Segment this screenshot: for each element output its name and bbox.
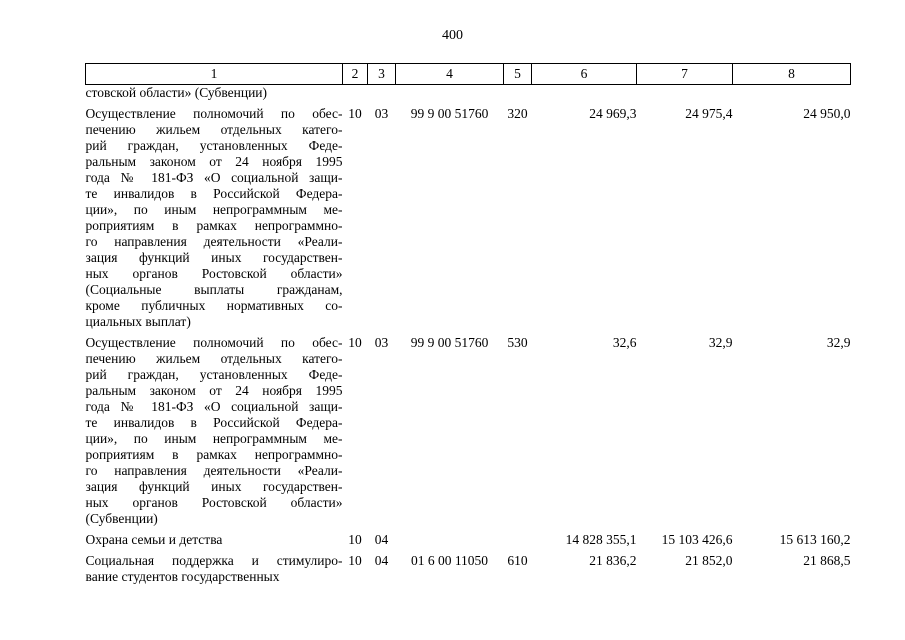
subsection-code: 03 — [374, 335, 389, 350]
amount-year-2: 24 975,4 — [685, 106, 733, 121]
description-line: (Социальные выплаты гражданам, — [85, 282, 343, 297]
amount-year-3 — [733, 85, 851, 102]
table-row — [86, 532, 851, 548]
header-col-4: 4 — [396, 64, 504, 85]
description-line: Осуществление полномочий по обес- — [85, 335, 343, 350]
description-line: года № 181-ФЗ «О социальной защи- — [85, 399, 343, 414]
amount-year-3: 24 950,0 — [803, 106, 851, 121]
section-code: 10 — [348, 553, 362, 568]
table-row — [86, 106, 851, 330]
row-description — [86, 85, 343, 102]
row-description — [86, 532, 343, 548]
amount-year-1: 14 828 355,1 — [565, 532, 637, 547]
subsection-code: 03 — [374, 106, 389, 121]
description-line: печению жильем отдельных катего- — [85, 351, 343, 366]
amount-year-1: 24 969,3 — [589, 106, 637, 121]
section-code: 10 — [348, 335, 362, 350]
amount-year-1: 32,6 — [612, 335, 637, 350]
description-line: ральным законом от 24 ноября 1995 — [85, 383, 343, 398]
table-body — [86, 85, 851, 586]
description-line: стовской области» (Субвенции) — [85, 85, 268, 100]
amount-year-1 — [532, 85, 637, 102]
expense-type-code: 610 — [507, 553, 528, 568]
budget-table — [85, 63, 851, 585]
description-line: Социальная поддержка и стимулиро- — [85, 553, 343, 568]
amount-year-2: 21 852,0 — [685, 553, 733, 568]
subsection-code — [368, 85, 396, 102]
description-line: ции», по иным непрограммным ме- — [85, 431, 343, 446]
description-line: те инвалидов в Российской Федера- — [85, 186, 343, 201]
description-line: (Субвенции) — [85, 511, 158, 526]
expense-type-code — [504, 532, 532, 548]
description-line: рий граждан, установленных Феде- — [85, 367, 343, 382]
target-article-code: 01 6 00 11050 — [410, 553, 489, 568]
description-line: ных органов Ростовской области» — [85, 266, 343, 281]
header-col-8: 8 — [733, 64, 851, 85]
expense-type-code — [504, 85, 532, 102]
row-description — [86, 335, 343, 527]
description-line: зация функций иных государствен- — [85, 250, 343, 265]
description-line: роприятиям в рамках непрограммно- — [85, 218, 343, 233]
header-col-2: 2 — [343, 64, 368, 85]
description-line: ральным законом от 24 ноября 1995 — [85, 154, 343, 169]
amount-year-2: 32,9 — [708, 335, 733, 350]
description-line: рий граждан, установленных Феде- — [85, 138, 343, 153]
description-line: Охрана семьи и детства — [85, 532, 223, 547]
description-line: ных органов Ростовской области» — [85, 495, 343, 510]
description-line: роприятиям в рамках непрограммно- — [85, 447, 343, 462]
table-row — [86, 553, 851, 585]
section-code — [343, 85, 368, 102]
subsection-code: 04 — [374, 532, 389, 547]
header-col-5: 5 — [504, 64, 532, 85]
amount-year-1: 21 836,2 — [589, 553, 637, 568]
amount-year-2: 15 103 426,6 — [661, 532, 733, 547]
section-code: 10 — [348, 106, 362, 121]
description-line: те инвалидов в Российской Федера- — [85, 415, 343, 430]
description-line: го направления деятельности «Реали- — [85, 463, 343, 478]
amount-year-3: 21 868,5 — [803, 553, 851, 568]
target-article-code: 99 9 00 51760 — [410, 335, 489, 350]
header-col-3: 3 — [368, 64, 396, 85]
description-line: го направления деятельности «Реали- — [85, 234, 343, 249]
table-row — [86, 85, 851, 102]
expense-type-code: 320 — [507, 106, 528, 121]
description-line: циальных выплат) — [85, 314, 191, 329]
row-description — [86, 106, 343, 330]
description-line: Осуществление полномочий по обес- — [85, 106, 343, 121]
target-article-code — [396, 85, 504, 102]
subsection-code: 04 — [374, 553, 389, 568]
header-col-6: 6 — [532, 64, 637, 85]
description-line: вание студентов государственных — [85, 569, 280, 584]
description-line: кроме публичных нормативных со- — [85, 298, 343, 313]
header-col-1: 1 — [86, 64, 343, 85]
description-line: печению жильем отдельных катего- — [85, 122, 343, 137]
target-article-code — [396, 532, 504, 548]
description-line: года № 181-ФЗ «О социальной защи- — [85, 170, 343, 185]
amount-year-3: 15 613 160,2 — [779, 532, 851, 547]
description-line: ции», по иным непрограммным ме- — [85, 202, 343, 217]
expense-type-code: 530 — [507, 335, 528, 350]
section-code: 10 — [348, 532, 362, 547]
description-line: зация функций иных государствен- — [85, 479, 343, 494]
table-header-row — [86, 64, 851, 85]
amount-year-3: 32,9 — [826, 335, 851, 350]
page-number: 400 — [442, 28, 463, 43]
row-description — [86, 553, 343, 585]
header-col-7: 7 — [637, 64, 733, 85]
target-article-code: 99 9 00 51760 — [410, 106, 489, 121]
table-row — [86, 335, 851, 527]
amount-year-2 — [637, 85, 733, 102]
